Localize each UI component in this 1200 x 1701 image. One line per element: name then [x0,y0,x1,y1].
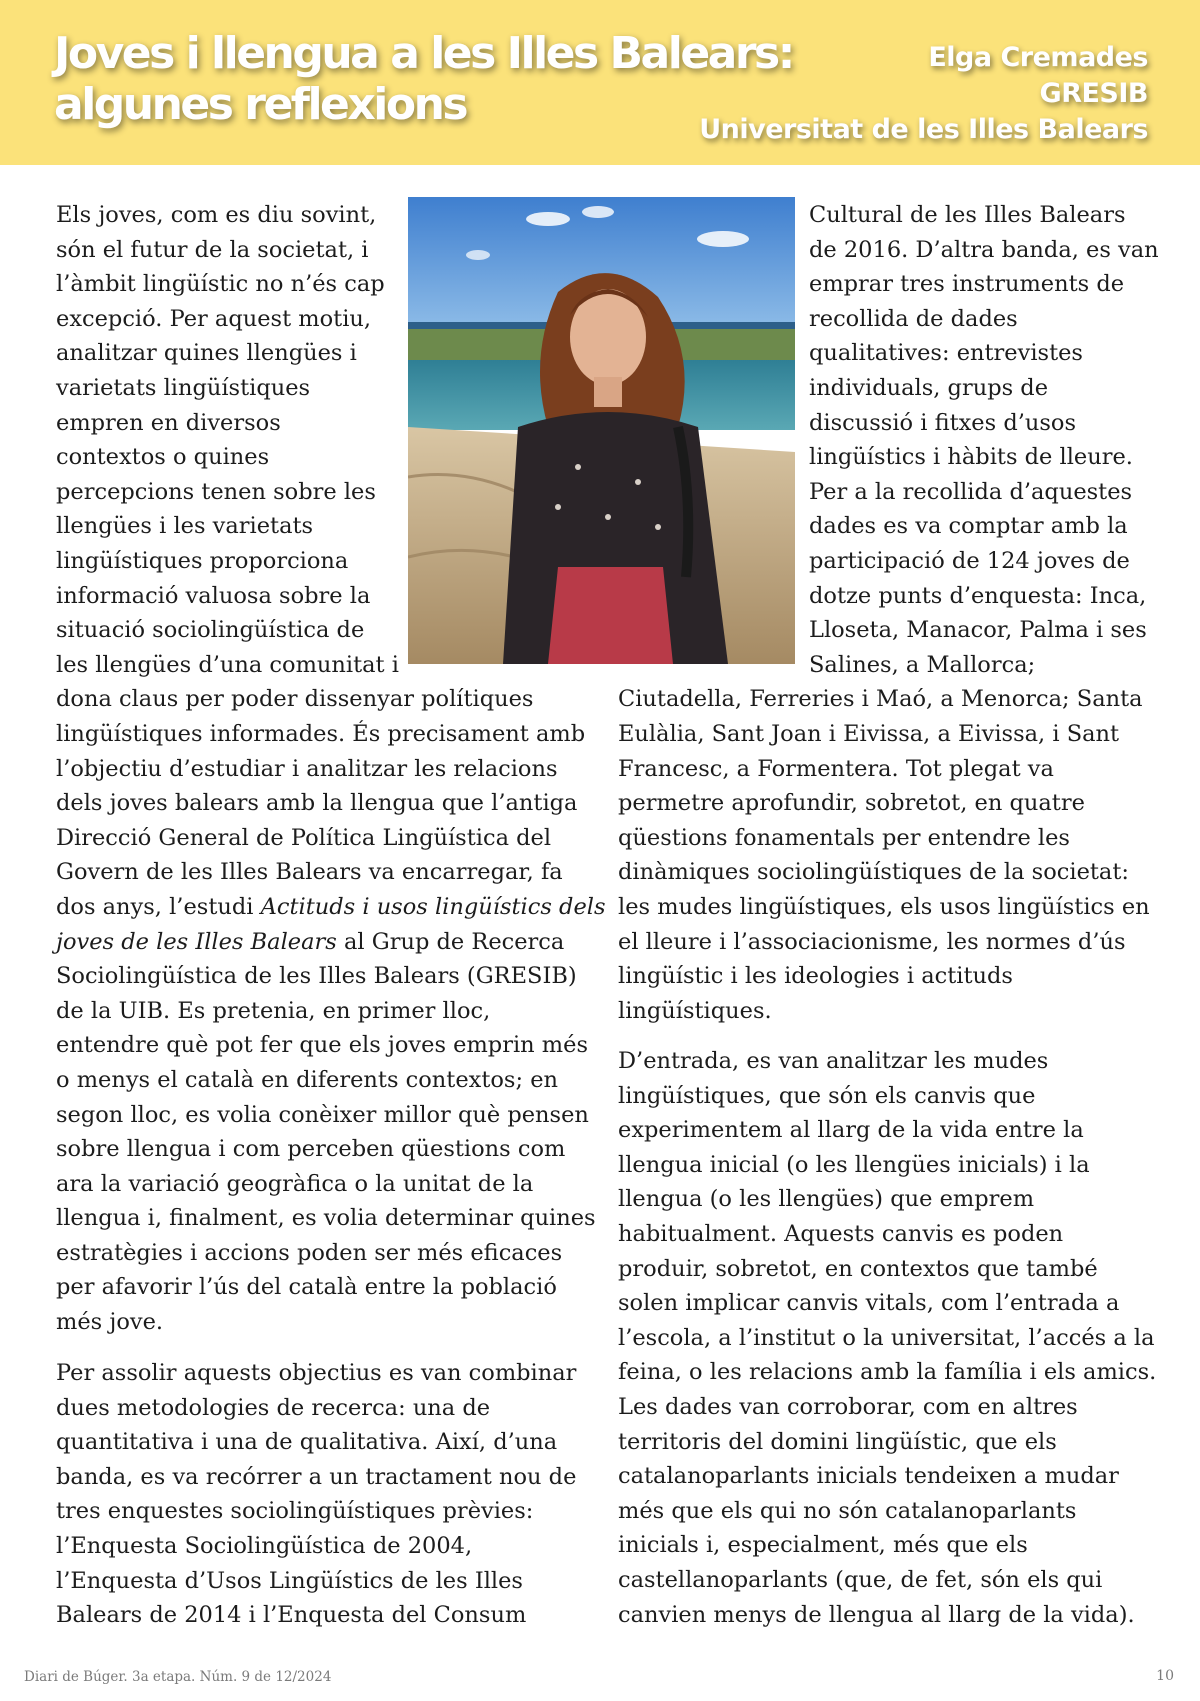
text-line: dinàmiques sociolingüístiques de la societat: [618,859,1129,886]
text-line: banda, es va recórrer a un tractament nou de [56,1463,577,1490]
text-line [56,925,606,960]
text-line: llengua i, finalment, es volia determinar quines [56,1205,596,1232]
text-line: lingüístic i les ideologies i actituds [618,963,1013,990]
paragraph-1-top [56,198,399,682]
text-line: solen implicar canvis vitals, com l’entrada a [618,1290,1120,1317]
text-line: per afavorir l’ús del català entre la població [56,1274,557,1301]
text-line: empren en diversos [56,409,281,436]
text-line: experimentem al llarg de la vida entre la [618,1117,1084,1144]
text-line: Cultural de les Illes Balears [809,202,1126,228]
text-line: l’Enquesta Sociolingüística de 2004, [56,1532,473,1559]
text-line: Sociolingüística de les Illes Balears (GRESIB) [56,963,577,990]
text-line: castellanoparlants (que, de fet, són els qui [618,1566,1103,1593]
title-line: algunes reflexions [54,79,467,130]
article-header [0,0,1200,165]
text-line: Francesc, a Formentera. Tot plegat va [618,755,1054,782]
study-title: joves de les Illes Balears [56,928,337,955]
author-group: GRESIB [1039,78,1148,109]
text-line: més jove. [56,1309,164,1336]
text-line: canvien menys de llengua al llarg de la vida). [618,1601,1135,1628]
text-line: de 2016. D’altra banda, es van [809,236,1159,263]
text-line: qualitatives: entrevistes [809,340,1083,367]
text-line: tres enquestes sociolingüístiques prèvies: [56,1498,534,1525]
text-line: entendre què pot fer que els joves emprin més [56,1032,589,1059]
text-line: lingüístics i hàbits de lleure. [809,444,1133,471]
text-line: permetre aprofundir, sobretot, en quatre [618,790,1085,817]
text-line: inicials i, especialment, més que els [618,1532,1028,1559]
text-line: llengua inicial (o les llengües inicials) i la [618,1151,1090,1178]
text-line: el lleure i l’associacionisme, les normes d’ús [618,928,1126,955]
text-line: lingüístiques informades. És precisament amb [56,720,586,747]
text-line: Ciutadella, Ferreries i Maó, a Menorca; Santa [618,686,1143,713]
text-line: o menys el català en diferents contextos; en [56,1066,559,1093]
text-line [56,890,606,925]
text-line: l’objectiu d’estudiar i analitzar les relacions [56,755,558,782]
text-line: habitualment. Aquests canvis es poden [618,1220,1064,1247]
text-run: al Grup de Recerca [343,928,565,955]
text-line: informació valuosa sobre la [56,582,371,609]
text-line: lingüístiques, que són els canvis que [618,1082,1036,1109]
text-line: són el futur de la societat, i [56,236,369,263]
author-name: Elga Cremades [928,42,1148,73]
text-line: Direcció General de Política Lingüística del [56,824,552,851]
text-line: dona claus per poder dissenyar polítiques [56,686,534,713]
text-line: Govern de les Illes Balears va encarregar, fa [56,859,563,886]
study-title: Actituds i usos lingüístics dels [260,893,606,920]
text-line: ara la variació geogràfica o la unitat de la [56,1170,534,1197]
paragraph-language-shifts [618,1044,1156,1632]
author-info [699,40,1148,148]
text-line: percepcions tenen sobre les [56,478,376,505]
text-line: situació sociolingüística de [56,617,365,644]
text-line: Balears de 2014 i l’Enquesta del Consum [56,1602,527,1629]
text-line: les mudes lingüístiques, els usos lingüístics en [618,893,1150,920]
text-line: més que els qui no són catalanoparlants [618,1497,1077,1524]
page-number: 10 [1156,1668,1174,1684]
text-line: discussió i fitxes d’usos [809,409,1077,436]
text-line: Lloseta, Manacor, Palma i ses [809,617,1147,644]
paragraph-1-bottom [56,682,606,1339]
text-line: Per a la recollida d’aquestes [809,478,1133,505]
text-line: Per assolir aquests objectius es van combinar [56,1360,577,1386]
text-line: Eulàlia, Sant Joan i Eivissa, a Eivissa, i Sant [618,720,1120,747]
text-line: l’escola, a l’institut o la universitat, l’accés a la [618,1324,1155,1351]
text-line: Salines, a Mallorca; [809,651,1036,678]
text-line: emprar tres instruments de [809,271,1125,298]
text-line: contextos o quines [56,444,270,471]
text-line: llengua (o les llengües) que emprem [618,1186,1035,1213]
text-line: D’entrada, es van analitzar les mudes [618,1048,1049,1074]
author-university: Universitat de les Illes Balears [699,114,1148,145]
article-title [54,28,793,130]
text-line: produir, sobretot, en contextos que també [618,1255,1098,1282]
paragraph-2-bottom [618,682,1150,1028]
text-line: dades es va comptar amb la [809,513,1128,540]
text-line: participació de 124 joves de [809,547,1130,574]
text-line: dues metodologies de recerca: una de [56,1394,491,1421]
text-line: Les dades van corroborar, com en altres [618,1393,1078,1420]
text-line: excepció. Per aquest motiu, [56,305,372,332]
text-line: recollida de dades [809,305,1018,332]
text-line: lingüístiques. [618,997,772,1024]
text-line: feina, o les relacions amb la família i els amics. [618,1359,1157,1386]
text-line: quantitativa i una de qualitativa. Així, d’una [56,1429,558,1456]
title-line: Joves i llengua a les Illes Balears: [54,28,793,79]
text-line: catalanoparlants inicials tendeixen a mudar [618,1463,1119,1490]
text-line: llengües i les varietats [56,513,314,540]
footer-publication: Diari de Búger. 3a etapa. Núm. 9 de 12/2024 [24,1669,332,1685]
text-line: territoris del domini lingüístic, que els [618,1428,1057,1455]
text-line: l’àmbit lingüístic no n’és cap [56,271,385,298]
text-line: segon lloc, es volia conèixer millor què pensen [56,1101,589,1128]
text-line: lingüístiques proporciona [56,547,349,574]
text-line: qüestions fonamentals per entendre les [618,824,1070,851]
text-line: individuals, grups de [809,374,1049,401]
text-line: dotze punts d’enquesta: Inca, [809,582,1147,609]
author-portrait-photo [408,197,795,664]
paragraph-2-top [809,198,1159,682]
text-line: sobre llengua i com perceben qüestions com [56,1136,566,1163]
paragraph-methodology [56,1356,576,1633]
text-line: les llengües d’una comunitat i [56,651,399,678]
text-line: dels joves balears amb la llengua que l’antiga [56,790,578,817]
text-line: analitzar quines llengües i [56,340,357,367]
text-run: dos anys, l’estudi [56,893,254,920]
text-line: Els joves, com es diu sovint, [56,202,377,228]
text-line: de la UIB. Es pretenia, en primer lloc, [56,997,491,1024]
text-line: estratègies i accions poden ser més eficaces [56,1239,563,1266]
text-line: l’Enquesta d’Usos Lingüístics de les Illes [56,1567,523,1594]
text-line: varietats lingüístiques [56,374,311,401]
